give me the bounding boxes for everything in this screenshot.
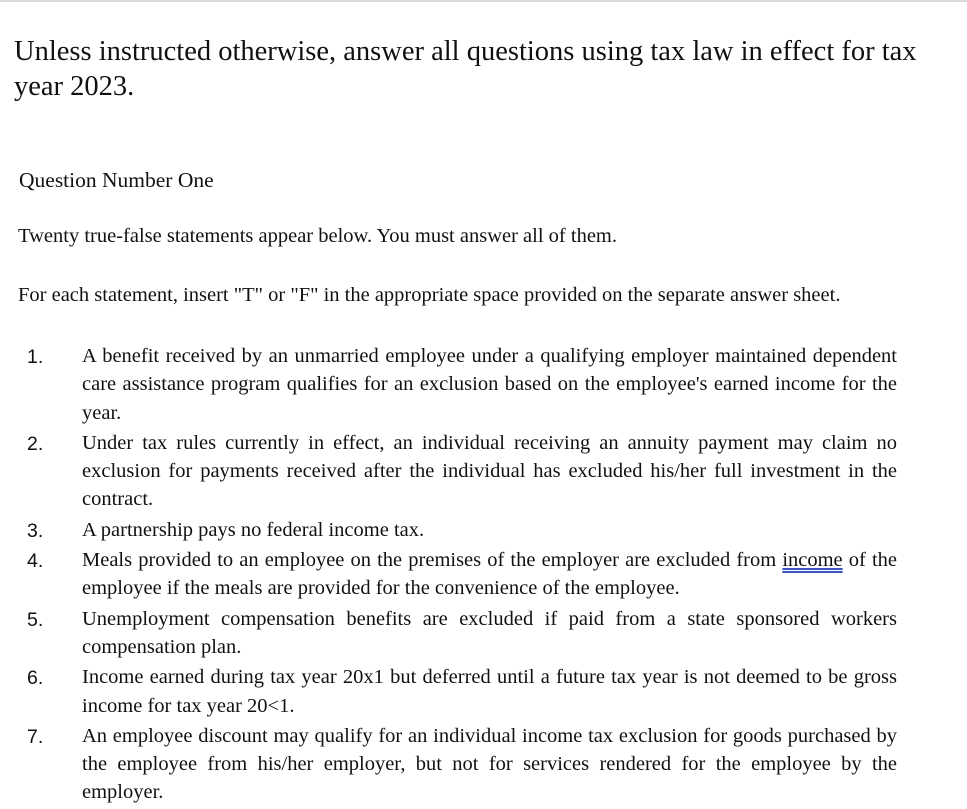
- statement-item-5: [0, 605, 967, 662]
- statement-text-part: Meals provided to an employee on the premises of the employer are excluded from: [82, 549, 783, 572]
- statement-text: Income earned during tax year 20x1 but deferred until a future tax year is not deemed to be gross income for tax year 20<1.: [82, 666, 897, 717]
- section-title: Question Number One: [19, 168, 214, 192]
- instruction-2: For each statement, insert "T" or "F" in the appropriate space provided on the separate answer sheet.: [18, 284, 841, 306]
- top-border: [0, 0, 967, 2]
- statement-text-part: of the employee if the meals are provided for the convenience of the employee.: [82, 549, 897, 600]
- statement-text: [82, 546, 897, 603]
- flagged-word: income: [782, 549, 843, 572]
- statement-number: 7.: [27, 725, 44, 748]
- statement-item-7: [0, 722, 967, 807]
- statement-item-2: [0, 429, 967, 514]
- intro-text: Unless instructed otherwise, answer all questions using tax law in effect for tax year 2023.: [14, 36, 917, 102]
- statement-item-3: [0, 516, 967, 544]
- statement-number: 5.: [27, 608, 44, 631]
- statement-number: 4.: [27, 550, 44, 573]
- statement-text: A benefit received by an unmarried employee under a qualifying employer maintained dependent care assistance program qualifies for an exclusion based on the employee's earned income for the year.: [82, 345, 897, 424]
- statement-text: Unemployment compensation benefits are excluded if paid from a state sponsored workers compensation plan.: [82, 607, 897, 658]
- statement-item-1: [0, 342, 967, 427]
- statement-number: 2.: [27, 432, 44, 455]
- statement-list: [0, 342, 967, 809]
- statement-text: Under tax rules currently in effect, an individual receiving an annuity payment may claim no exclusion for payments received after the individual has excluded his/her full investment in the contract.: [82, 431, 897, 511]
- statement-number: 6.: [27, 667, 44, 690]
- statement-number: 3.: [27, 519, 44, 542]
- statement-text: A partnership pays no federal income tax.: [82, 518, 425, 541]
- statement-text: An employee discount may qualify for an individual income tax exclusion for goods purchased by the employee from his/her employer, but not for services rendered for the employee by the employer.: [82, 724, 897, 804]
- statement-item-6: [0, 663, 967, 720]
- statement-number: 1.: [27, 346, 44, 368]
- instruction-1: Twenty true-false statements appear below. You must answer all of them.: [18, 225, 617, 247]
- statement-item-4: [0, 546, 967, 603]
